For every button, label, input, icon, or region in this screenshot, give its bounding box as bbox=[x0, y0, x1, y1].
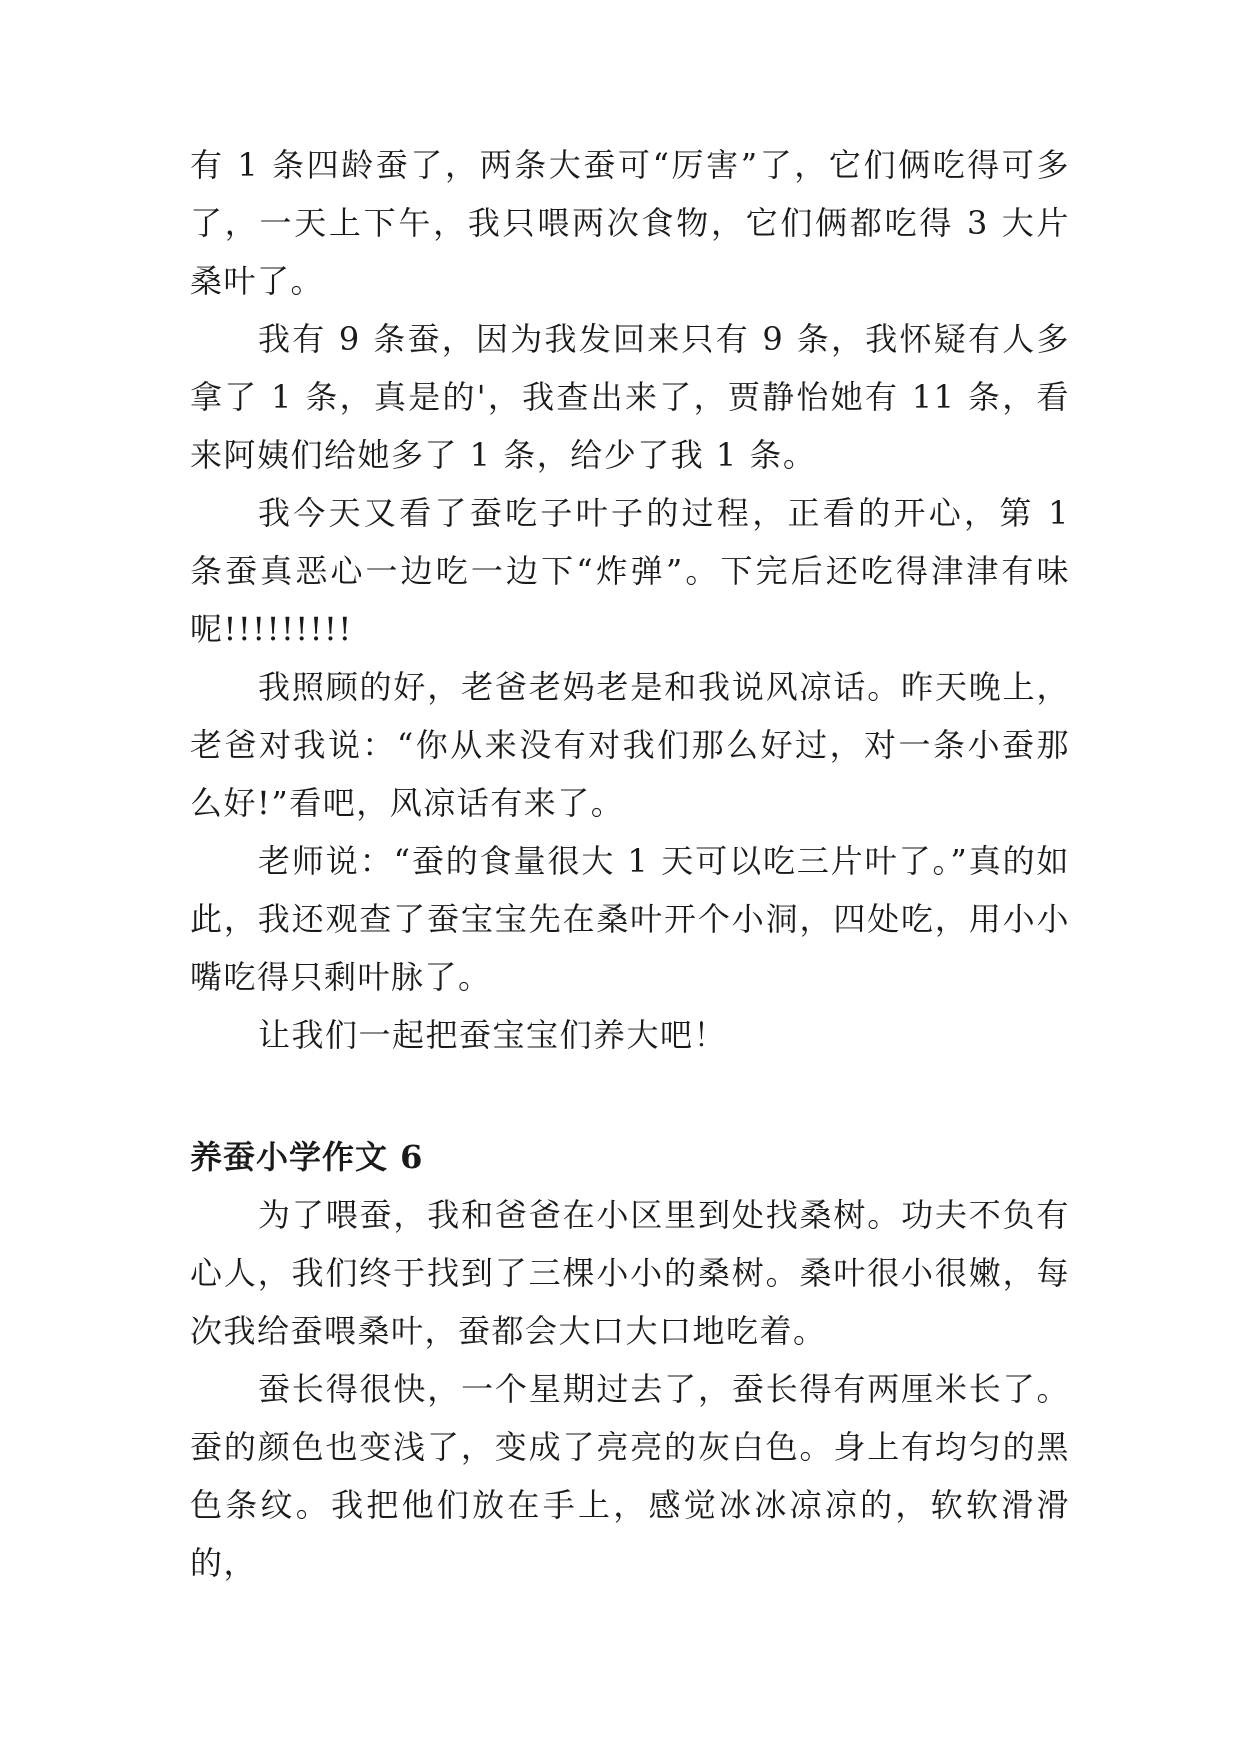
paragraph-eating-leaves: 我今天又看了蚕吃子叶子的过程，正看的开心，第 1 条蚕真恶心一边吃一边下“炸弹”。下完后还吃得津津有味呢!!!!!!!!! bbox=[190, 494, 1070, 648]
essay-section-5-continued bbox=[190, 136, 1070, 1064]
paragraph-silkworm-growth: 蚕长得很快，一个星期过去了，蚕长得有两厘米长了。蚕的颜色也变浅了，变成了亮亮的灰白色。身上有均匀的黑色条纹。我把他们放在手上，感觉冰冰凉凉的，软软滑滑的， bbox=[190, 1370, 1070, 1582]
paragraph-parents-remarks: 我照顾的好，老爸老妈老是和我说风凉话。昨天晚上，老爸对我说：“你从来没有对我们那么好过，对一条小蚕那么好!”看吧，风凉话有来了。 bbox=[190, 668, 1070, 822]
paragraph-raise-together: 让我们一起把蚕宝宝们养大吧！ bbox=[258, 1016, 728, 1054]
paragraph-fourth-instar: 有 1 条四龄蚕了，两条大蚕可“厉害”了，它们俩吃得可多了，一天上下午，我只喂两次食物，它们俩都吃得 3 大片桑叶了。 bbox=[190, 146, 1070, 300]
essay-section-6 bbox=[190, 1128, 1070, 1592]
paragraph-teacher-says: 老师说：“蚕的食量很大 1 天可以吃三片叶了。”真的如此，我还观查了蚕宝宝先在桑叶开个小洞，四处吃，用小小嘴吃得只剩叶脉了。 bbox=[190, 842, 1070, 996]
paragraph-mulberry-trees: 为了喂蚕，我和爸爸在小区里到处找桑树。功夫不负有心人，我们终于找到了三棵小小的桑树。桑叶很小很嫩，每次我给蚕喂桑叶，蚕都会大口大口地吃着。 bbox=[190, 1196, 1070, 1350]
essay-heading: 养蚕小学作文 6 bbox=[190, 1138, 424, 1176]
paragraph-nine-silkworms: 我有 9 条蚕，因为我发回来只有 9 条，我怀疑有人多拿了 1 条，真是的'，我查出来了，贾静怡她有 11 条，看来阿姨们给她多了 1 条，给少了我 1 条。 bbox=[190, 320, 1070, 474]
